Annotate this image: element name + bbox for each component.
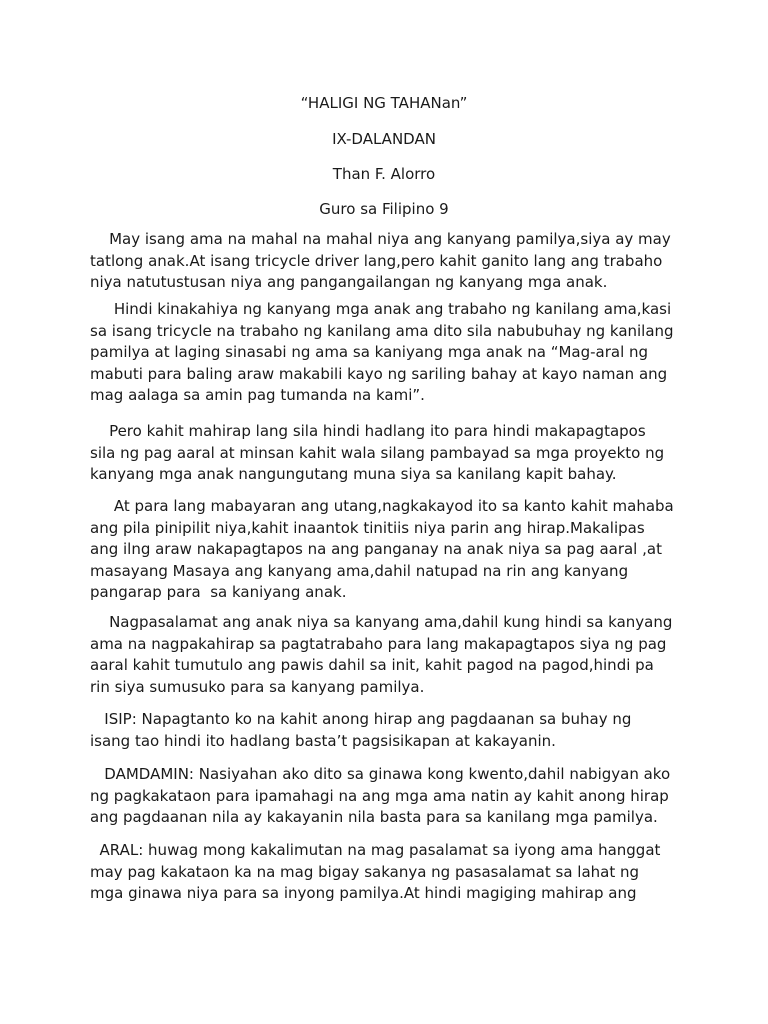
paragraph-line: mag aalaga sa amin pag tumanda na kami”. [90,386,425,404]
paragraph-line: ama na nagpakahirap sa pagtatrabaho para lang makapagtapos siya ng pag [90,634,667,653]
paragraph-line: ang pagdaanan nila ay kakayanin nila basta para sa kanilang mga pamilya. [90,808,658,826]
paragraph-line: ang ilng araw nakapagtapos na ang panganay na anak niya sa pag aaral ,at [90,540,662,558]
paragraph-hardship [90,421,690,486]
document-author: Than F. Alorro [332,165,436,183]
paragraph-isip [90,709,690,752]
paragraph-line: mga ginawa niya para sa inyong pamilya.At hindi magiging mahirap ang [90,884,637,902]
document-title: “HALIGI NG TAHANan” [300,94,468,112]
paragraph-aral [90,840,690,905]
paragraph-damdamin [90,764,690,829]
paragraph-line: niya natutustusan niya ang pangangailangan ng kanyang mga anak. [90,273,608,291]
paragraph-line: kanyang mga anak nangungutang muna siya sa kanilang kapit bahay. [90,465,617,483]
paragraph-line: sila ng pag aaral at minsan kahit wala silang pambayad sa mga proyekto ng [90,443,665,462]
paragraph-line: May isang ama na mahal na mahal niya ang kanyang pamilya,siya ay may [90,230,671,248]
paragraph-line: ISIP: Napagtanto ko na kahit anong hirap ang pagdaanan sa buhay ng [90,710,632,728]
paragraph-line: ang pila pinipilit niya,kahit inaantok tinitiis niya parin ang hirap.Makalipas [90,518,645,537]
document-author-role: Guro sa Filipino 9 [319,200,449,218]
paragraph-intro [90,229,690,294]
paragraph-line: sa isang tricycle na trabaho ng kanilang ama dito sila nabubuhay ng kanilang [90,321,674,340]
paragraph-line: pangarap para sa kaniyang anak. [90,583,347,601]
paragraph-line: ARAL: huwag mong kakalimutan na mag pasalamat sa iyong ama hanggat [90,841,661,859]
paragraph-line: tatlong anak.At isang tricycle driver lang,pero kahit ganito lang ang trabaho [90,251,663,270]
paragraph-line: Pero kahit mahirap lang sila hindi hadlang ito para hindi makapagtapos [90,422,646,440]
paragraph-line: pamilya at laging sinasabi ng ama sa kaniyang mga anak na “Mag-aral ng [90,343,649,361]
paragraph-line: DAMDAMIN: Nasiyahan ako dito sa ginawa kong kwento,dahil nabigyan ako [90,765,671,783]
paragraph-line: Hindi kinakahiya ng kanyang mga anak ang trabaho ng kanilang ama,kasi [90,300,672,318]
paragraph-line: At para lang mabayaran ang utang,nagkakayod ito sa kanto kahit mahaba [90,497,674,515]
paragraph-line: isang tao hindi ito hadlang basta’t pagsisikapan at kakayanin. [90,731,556,750]
paragraph-work [90,299,690,407]
paragraph-line: aaral kahit tumutulo ang pawis dahil sa init, kahit pagod na pagod,hindi pa [90,656,654,674]
paragraph-line: ng pagkakataon para ipamahagi na ang mga ama natin ay kahit anong hirap [90,786,669,805]
paragraph-graduation [90,496,690,604]
paragraph-line: masayang Masaya ang kanyang ama,dahil natupad na rin ang kanyang [90,561,629,580]
paragraph-line: Nagpasalamat ang anak niya sa kanyang ama,dahil kung hindi sa kanyang [90,613,673,631]
paragraph-line: mabuti para baling araw makabili kayo ng sariling bahay at kayo naman ang [90,364,668,383]
document-section: IX-DALANDAN [332,130,436,148]
paragraph-line: may pag kakataon ka na mag bigay sakanya ng pasasalamat sa lahat ng [90,862,640,881]
paragraph-gratitude [90,612,690,698]
paragraph-line: rin siya sumusuko para sa kanyang pamilya. [90,677,425,696]
